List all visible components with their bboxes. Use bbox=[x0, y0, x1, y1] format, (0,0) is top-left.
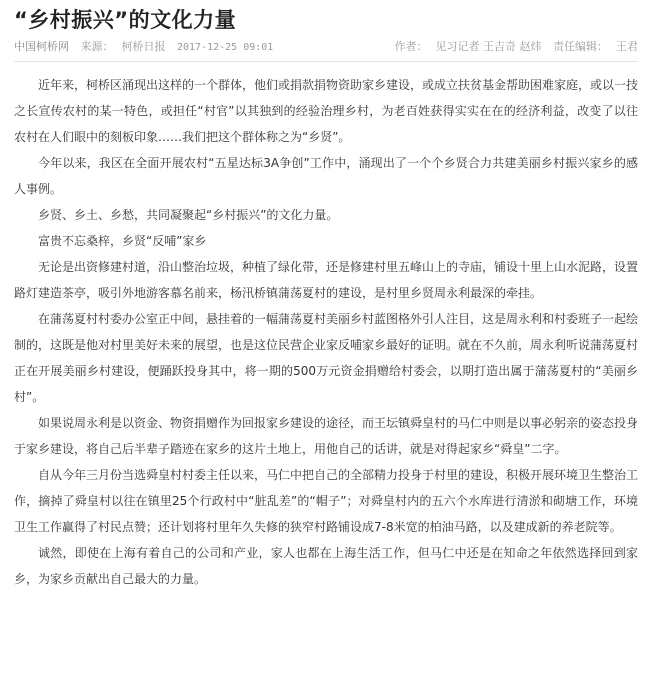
source-label: 来源： bbox=[80, 40, 114, 53]
article-paragraph: 今年以来，我区在全面开展农村“五星达标3A争创”工作中，涌现出了一个个乡贤合力共建美丽乡村振兴家乡的感人事例。 bbox=[14, 156, 638, 196]
article-meta bbox=[14, 38, 638, 62]
editor-label: 责任编辑： bbox=[553, 40, 608, 53]
article-subheading: 富贵不忘桑梓，乡贤“反哺”家乡 bbox=[38, 234, 207, 248]
meta-right bbox=[395, 38, 639, 54]
article-title: “乡村振兴”的文化力量 bbox=[14, 8, 237, 32]
editor-name: 王君 bbox=[616, 40, 638, 53]
article-paragraph: 诚然，即使在上海有着自己的公司和产业，家人也都在上海生活工作，但马仁中还是在知命之年依然选择回到家乡，为家乡贡献出自己最大的力量。 bbox=[14, 546, 638, 586]
publish-time: 2017-12-25 09:01 bbox=[177, 42, 274, 53]
article-paragraph: 乡贤、乡土、乡愁，共同凝聚起“乡村振兴”的文化力量。 bbox=[38, 208, 339, 222]
source-name: 柯桥日报 bbox=[121, 40, 166, 53]
site-name[interactable]: 中国柯桥网 bbox=[14, 40, 69, 53]
article-paragraph: 无论是出资修建村道，沿山整治垃圾，种植了绿化带，还是修建村里五峰山上的寺庙，铺设十里上山水泥路，设置路灯建造茶亭，吸引外地游客慕名前来，杨汛桥镇蒲荡夏村的建设，是村里乡贤周永利最深的牵挂。 bbox=[14, 260, 639, 300]
author-label: 作者： bbox=[394, 40, 428, 53]
article-paragraph: 近年来，柯桥区涌现出这样的一个群体，他们或捐款捐物资助家乡建设，或成立扶贫基金帮助困难家庭，或以一技之长宣传农村的某一特色，或担任“村官”以其独到的经验治理乡村，为老百姓获得实实在在的经济利益，改变了以往农村在人们眼中的刻板印象……我们把这个群体称之为“乡贤”。 bbox=[14, 78, 639, 144]
article-body bbox=[14, 62, 638, 592]
author-names: 见习记者 王吉奇 赵炜 bbox=[435, 40, 542, 53]
article-paragraph: 在蒲荡夏村村委办公室正中间，悬挂着的一幅蒲荡夏村美丽乡村蓝图格外引人注目，这是周永利和村委班子一起绘制的，这既是他对村里美好未来的展望，也是这位民营企业家反哺家乡最好的证明。就在不久前，周永利听说蒲荡夏村正在开展美丽乡村建设，便踊跃投身其中，将一期的500万元资金捐赠给村委会，以期打造出属于蒲荡夏村的“美丽乡村”。 bbox=[14, 312, 639, 404]
article-paragraph: 如果说周永利是以资金、物资捐赠作为回报家乡建设的途径，而王坛镇舜皇村的马仁中则是以事必躬亲的姿态投身于家乡建设，将自己后半辈子踏迹在家乡的这片土地上，用他自己的话讲，就是对得起家乡“舜皇”二字。 bbox=[14, 416, 639, 456]
meta-left bbox=[14, 38, 281, 54]
article-paragraph: 自从今年三月份当选舜皇村村委主任以来，马仁中把自己的全部精力投身于村里的建设，积极开展环境卫生整治工作，摘掉了舜皇村以往在镇里25个行政村中“脏乱差”的“帽子”；对舜皇村内的五六个水库进行清淤和砌塘工作，环境卫生工作赢得了村民点赞；还计划将村里年久失修的狭窄村路铺设成7-8米宽的柏油马路，以及建成新的养老院等。 bbox=[14, 468, 639, 534]
